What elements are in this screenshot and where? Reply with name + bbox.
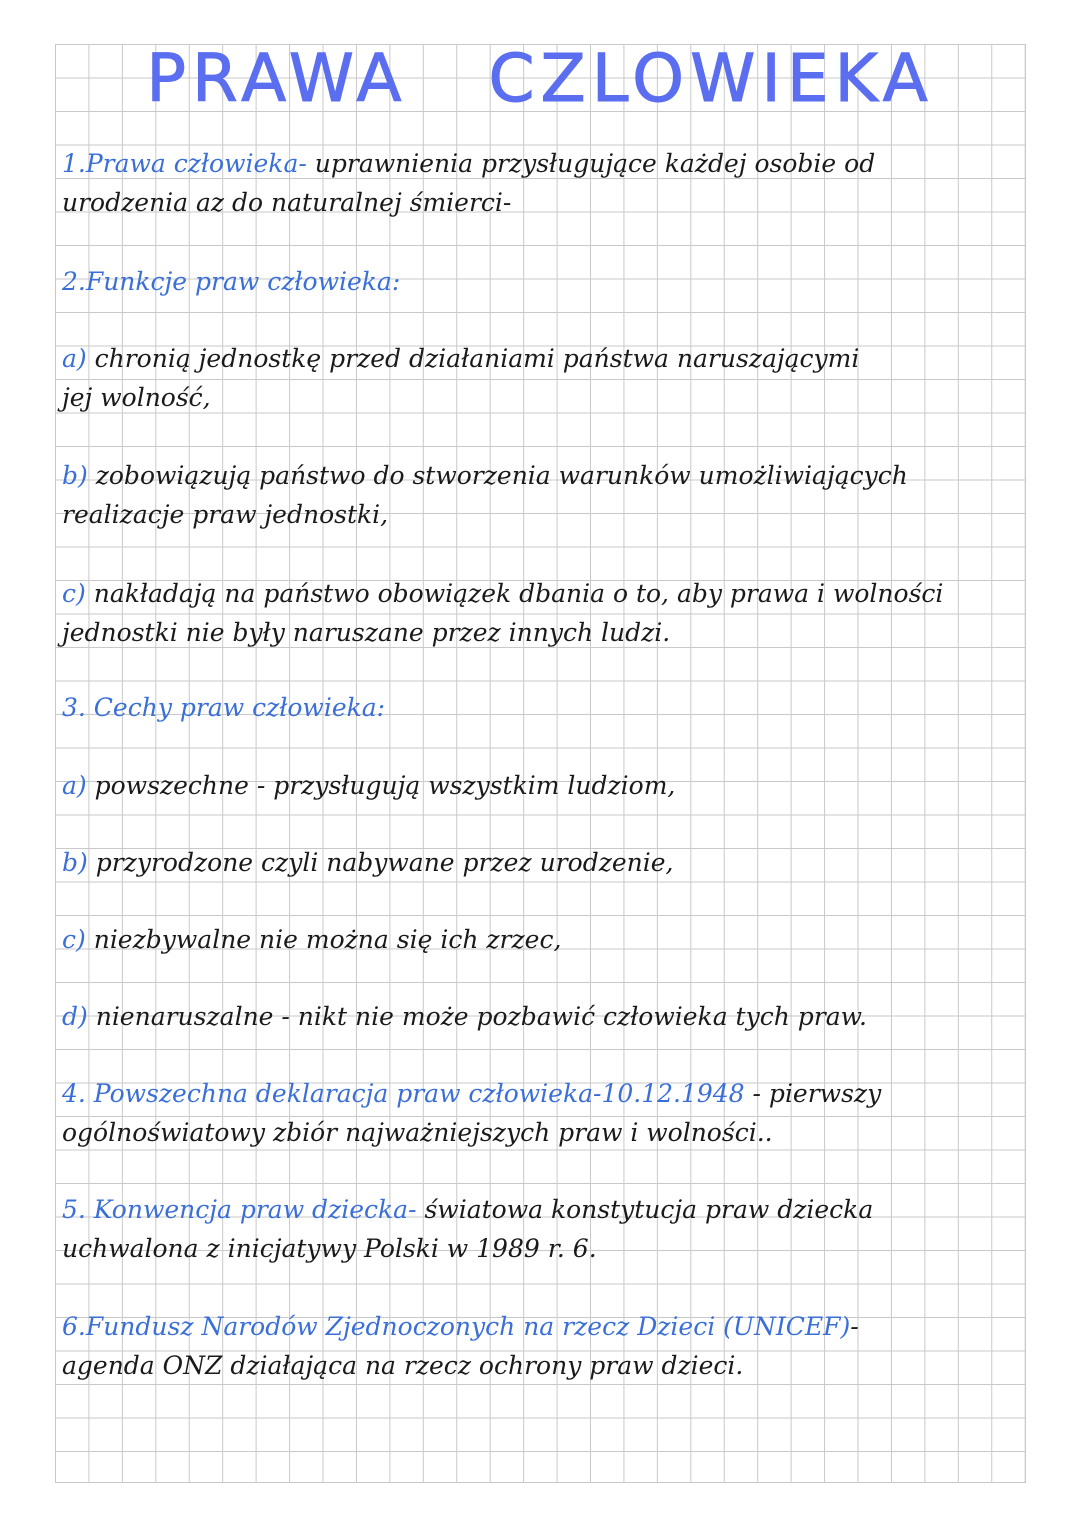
section-4-heading: 4. Powszechna deklaracja praw człowieka-10.12.1948 [62, 1079, 745, 1108]
section-2-item-a: a) chronią jednostkę przed działaniami państwa naruszającymi jej wolność, [62, 344, 860, 412]
section-3-item-c: c) niezbywalne nie można się ich zrzec, [62, 925, 562, 954]
section-3-item-b: b) przyrodzone czyli nabywane przez urodzenie, [62, 848, 674, 877]
section-1-text-cont: urodzenia az do naturalnej śmierci- [62, 188, 512, 217]
section-2-item-b: b) zobowiązują państwo do stworzenia warunków umożliwiających realizacje praw jednostki, [62, 461, 908, 529]
section-1-heading: 1.Prawa człowieka- [62, 149, 307, 178]
section-6-heading: 6.Fundusz Narodów Zjednoczonych na rzecz Dzieci (UNICEF) [62, 1312, 851, 1341]
item-label: c) [62, 925, 86, 954]
section-3-item-d: d) nienaruszalne - nikt nie może pozbawić człowieka tych praw. [62, 1002, 868, 1031]
item-label: a) [62, 344, 87, 373]
section-5-heading: 5. Konwencja praw dziecka- [62, 1195, 417, 1224]
item-label: d) [62, 1002, 88, 1031]
section-2-heading: 2.Funkcje praw człowieka: [62, 267, 401, 296]
item-label: b) [62, 848, 88, 877]
item-label: c) [62, 579, 86, 608]
section-3-heading: 3. Cechy praw człowieka: [62, 693, 386, 722]
item-label: a) [62, 771, 87, 800]
section-1 [62, 144, 1022, 222]
page-title: PRAWA CZLOWIEKA [146, 40, 934, 117]
section-6: 6.Fundusz Narodów Zjednoczonych na rzecz Dzieci (UNICEF)- agenda ONZ działająca na rzecz ochrony praw dzieci. [62, 1312, 859, 1380]
section-3-item-a: a) powszechne - przysługują wszystkim ludziom, [62, 771, 676, 800]
section-1-text: uprawnienia przysługujące każdej osobie od [306, 149, 876, 178]
item-label: b) [62, 461, 88, 490]
section-4: 4. Powszechna deklaracja praw człowieka-10.12.1948 - pierwszy ogólnoświatowy zbiór najważniejszych praw i wolności.. [62, 1079, 882, 1147]
section-2-item-c: c) nakładają na państwo obowiązek dbania o to, aby prawa i wolności jednostki nie były naruszane przez innych ludzi. [62, 579, 944, 647]
section-5: 5. Konwencja praw dziecka- światowa konstytucja praw dziecka uchwalona z inicjatywy Polski w 1989 r. 6. [62, 1195, 874, 1263]
